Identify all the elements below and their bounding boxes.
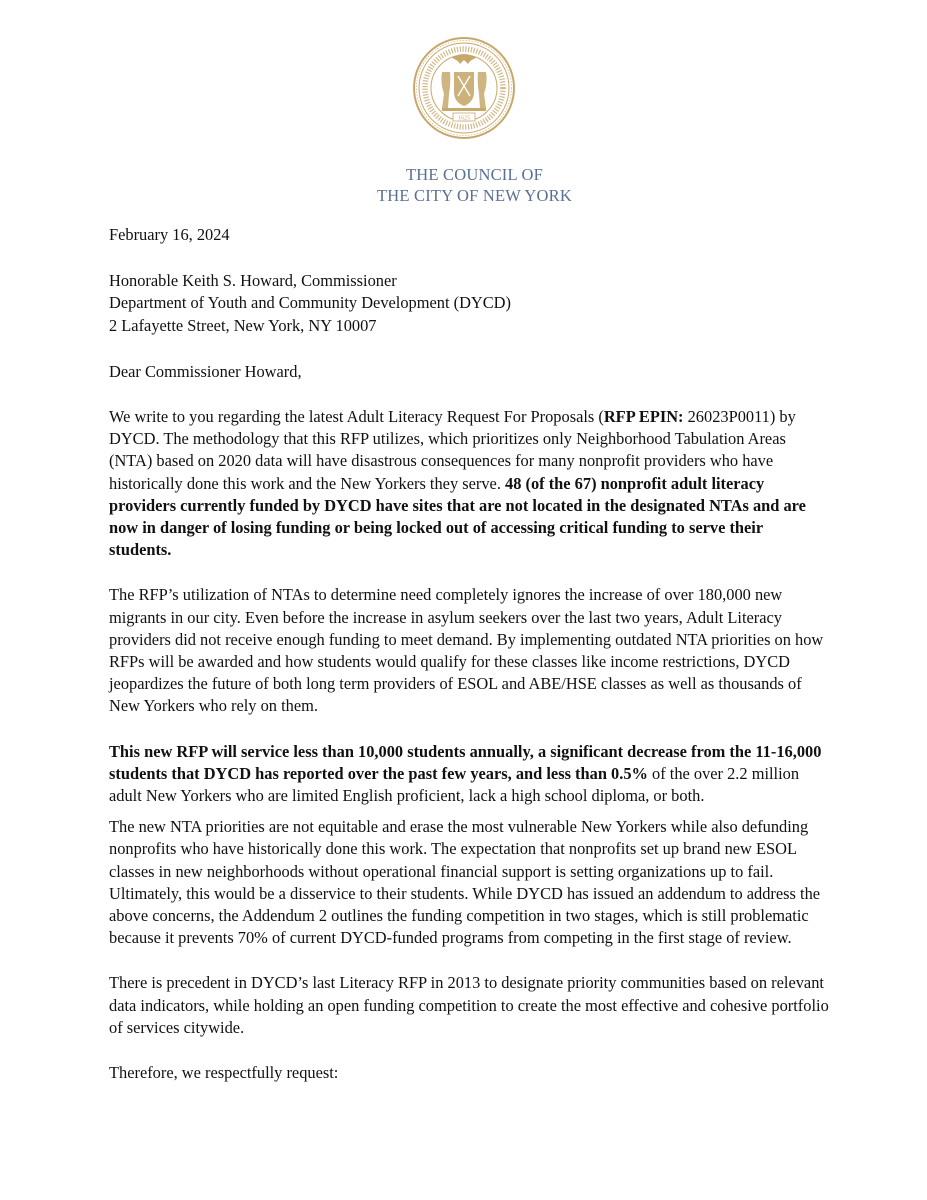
p1-emphasis: 48 (of the 67) nonprofit adult literacy providers currently funded by DYCD have sites that are not located in the designated NTAs and are now in danger of losing funding or being locked out of accessing critical funding to serve their students. <box>109 473 806 560</box>
council-name <box>0 164 927 206</box>
address-line-3: 2 Lafayette Street, New York, NY 10007 <box>109 315 377 335</box>
letter-date: February 16, 2024 <box>109 225 230 244</box>
p1-rfp-label: RFP EPIN: <box>603 407 684 427</box>
p1-text-c: 26023P0011) by DYCD. The methodology that this RFP utilizes, which prioritizes only Neighborhood Tabulation Areas (NTA) based on 2020 data will have disastrous consequences for many nonprofit providers who have historically done this work and the New Yorkers they serve. <box>109 407 796 493</box>
paragraph-2: The RFP’s utilization of NTAs to determine need completely ignores the increase of over 180,000 new migrants in our city. Even before the increase in asylum seekers over the last two years, Adult Literacy providers did not receive enough funding to meet demand. By implementing outdated NTA priorities on how RFPs will be awarded and how students would qualify for these classes like income restrictions, DYCD jeopardizes the future of both long term providers of ESOL and ABE/HSE classes as well as thousands of New Yorkers who rely on them. <box>109 585 824 716</box>
paragraph-5: There is precedent in DYCD’s last Literacy RFP in 2013 to designate priority communities based on relevant data indicators, while holding an open funding competition to create the most effective and cohesive portfolio of services citywide. <box>109 973 829 1037</box>
seal-year: 1625 <box>457 115 470 122</box>
address-line-1: Honorable Keith S. Howard, Commissioner <box>109 271 397 291</box>
letter-body <box>109 224 829 1107</box>
p3-emphasis: This new RFP will service less than 10,000 students annually, a significant decrease from the 11-16,000 students that DYCD has reported over the past few years, and less than 0.5% <box>109 741 822 783</box>
recipient-address <box>109 270 829 337</box>
paragraph-4: The new NTA priorities are not equitable and erase the most vulnerable New Yorkers while also defunding nonprofits who have historically done this work. The expectation that nonprofits set up brand new ESOL classes in new neighborhoods without operational financial support is setting organizations up to fail. Ultimately, this would be a disservice to their students. While DYCD has issued an addendum to address the above concerns, the Addendum 2 outlines the funding competition in two stages, which is still problematic because it prevents 70% of current DYCD-funded programs from competing in the first stage of review. <box>109 817 821 948</box>
salutation: Dear Commissioner Howard, <box>109 361 302 381</box>
council-name-line2: THE CITY OF NEW YORK <box>377 186 572 205</box>
letterhead <box>0 36 927 206</box>
paragraph-1 <box>109 406 829 561</box>
paragraph-3 <box>109 741 829 808</box>
council-name-line1: THE COUNCIL OF <box>406 165 543 184</box>
paragraph-6: Therefore, we respectfully request: <box>109 1063 339 1083</box>
p3-text-b: of the over 2.2 million adult New Yorkers who are limited English proficient, lack a high school diploma, or both. <box>109 763 800 806</box>
city-seal-icon <box>412 36 516 140</box>
address-line-2: Department of Youth and Community Development (DYCD) <box>109 293 511 313</box>
p1-text-a: We write to you regarding the latest Adult Literacy Request For Proposals ( <box>109 407 604 427</box>
